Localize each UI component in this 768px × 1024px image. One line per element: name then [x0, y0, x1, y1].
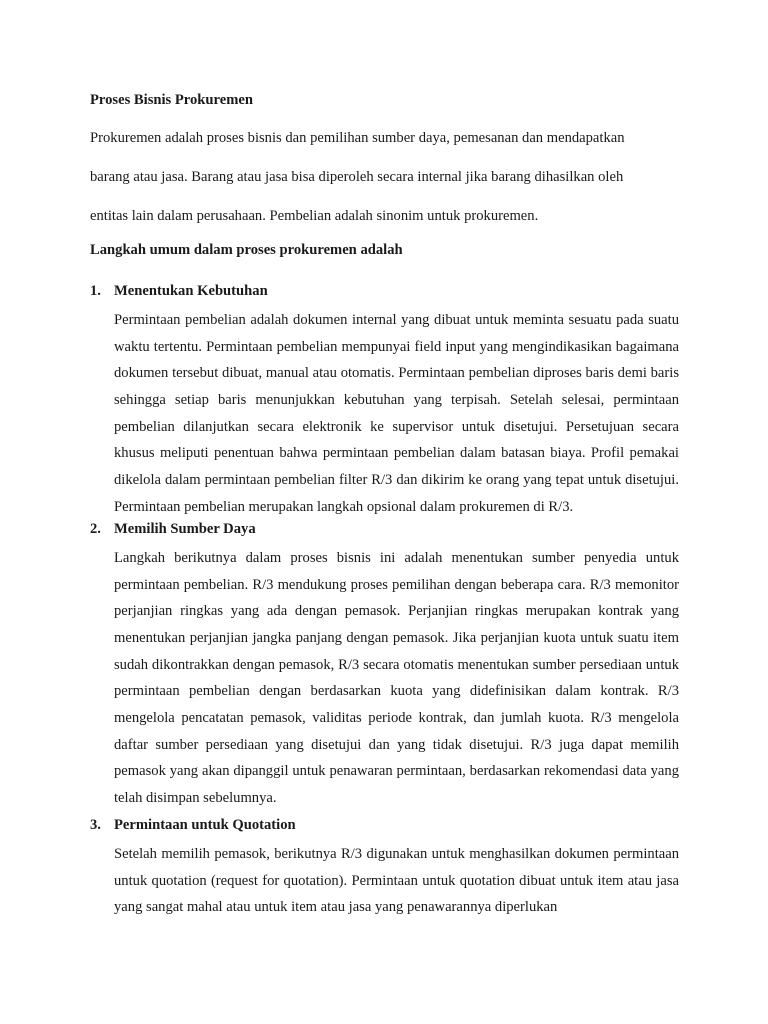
section-number: 3. — [90, 817, 101, 833]
section-heading — [90, 280, 680, 307]
section-body: Setelah memilih pemasok, berikutnya R/3 digunakan untuk menghasilkan dokumen permintaan untuk quotation (request for quotation). Permintaan untuk quotation dibuat untuk item atau jasa yang sangat mahal atau untuk item atau jasa yang penawarannya diperlukan — [114, 846, 679, 916]
section-title: Memilih Sumber Daya — [114, 521, 256, 537]
section-number: 1. — [90, 283, 101, 299]
intro-line: entitas lain dalam perusahaan. Pembelian adalah sinonim untuk prokuremen. — [90, 208, 539, 224]
document-title: Proses Bisnis Prokuremen — [90, 92, 253, 108]
section-title: Permintaan untuk Quotation — [114, 817, 296, 833]
section-number: 2. — [90, 521, 101, 537]
section-body: Permintaan pembelian adalah dokumen internal yang dibuat untuk meminta sesuatu pada suatu waktu tertentu. Permintaan pembelian mempunyai field input yang mengindikasikan bagaimana dokumen tersebut dibuat, manual atau otomatis. Permintaan pembelian diproses baris demi baris sehingga setiap baris menunjukkan kebutuhan yang terpisah. Setelah selesai, permintaan pembelian dilanjutkan secara elektronik ke supervisor untuk disetujui. Persetujuan secara khusus meliputi penentuan bahwa permintaan pembelian dalam batasan biaya. Profil pemakai dikelola dalam permintaan pembelian filter R/3 dan dikirim ke orang yang tepat untuk disetujui. Permintaan pembelian merupakan langkah opsional dalam prokuremen di R/3. — [114, 312, 679, 515]
section-title: Menentukan Kebutuhan — [114, 283, 268, 299]
section-menentukan-kebutuhan — [90, 280, 680, 520]
steps-heading: Langkah umum dalam proses prokuremen adalah — [90, 242, 403, 258]
section-permintaan-quotation — [90, 814, 680, 921]
section-memilih-sumber-daya — [90, 518, 680, 812]
intro-paragraph — [90, 127, 680, 244]
section-body: Langkah berikutnya dalam proses bisnis ini adalah menentukan sumber penyedia untuk permintaan pembelian. R/3 mendukung proses pemilihan dengan beberapa cara. R/3 memonitor perjanjian ringkas yang ada dengan pemasok. Perjanjian ringkas merupakan kontrak yang menentukan perjanjian jangka panjang dengan pemasok. Jika perjanjian kuota untuk suatu item sudah dikontrakkan dengan pemasok, R/3 secara otomatis menentukan sumber persediaan untuk permintaan pembelian dengan berdasarkan kuota yang didefinisikan dalam kontrak. R/3 mengelola pencatatan pemasok, validitas periode kontrak, dan jumlah kuota. R/3 mengelola daftar sumber persediaan yang disetujui dan yang tidak disetujui. R/3 juga dapat memilih pemasok yang akan dipanggil untuk penawaran permintaan, berdasarkan rekomendasi data yang telah disimpan sebelumnya. — [114, 550, 679, 806]
section-heading — [90, 814, 680, 841]
section-heading — [90, 518, 680, 545]
intro-line: Prokuremen adalah proses bisnis dan pemilihan sumber daya, pemesanan dan mendapatkan — [90, 130, 625, 146]
intro-line: barang atau jasa. Barang atau jasa bisa diperoleh secara internal jika barang dihasilkan oleh — [90, 169, 624, 185]
